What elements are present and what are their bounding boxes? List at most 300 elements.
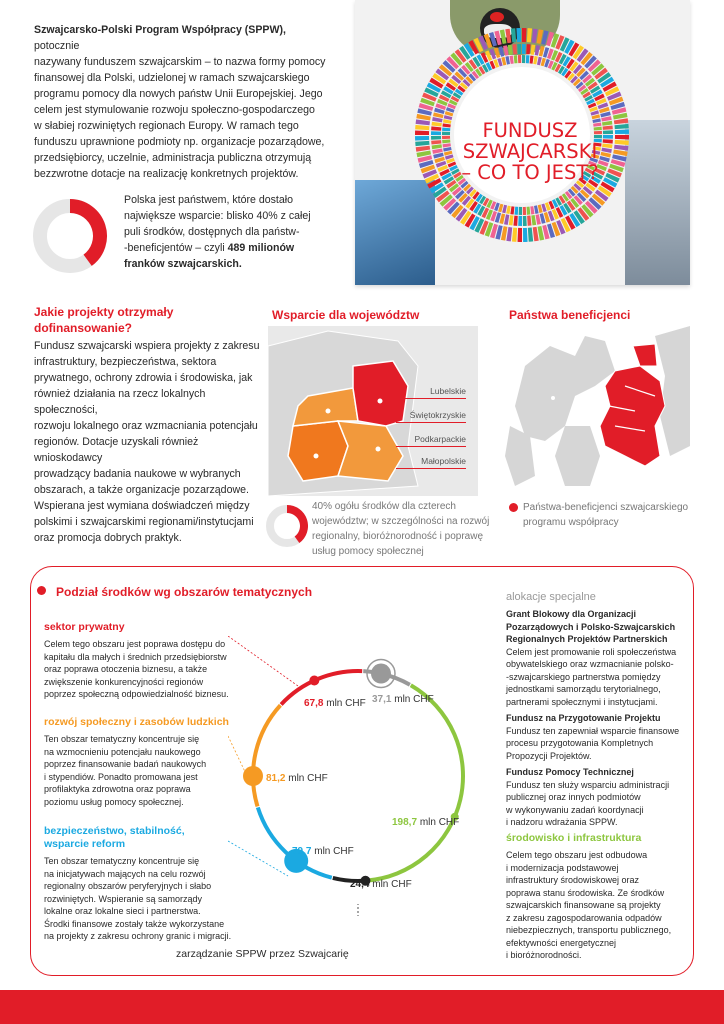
item-social-development: rozwój społeczny i zasobów ludzkich Ten obszar tematyczny koncentruje się na wzmocnieniu potencjału naukowego poprzez finansowanie badań naukowych i stypendiów. Ponadto promowana jest profilaktyka zdrowotna oraz poprawa poziomu usług pomocy społecznej. (44, 716, 229, 807)
hero-ring-segment (448, 152, 449, 155)
hero-ring-segment (569, 63, 572, 65)
hero-ring-segment (477, 72, 480, 74)
intro-lead: Szwajcarsko-Polski Program Współpracy (SPPW), (34, 24, 286, 36)
legend-dot-icon (509, 503, 518, 512)
hero-ring-segment (471, 63, 474, 65)
hero-ring-segment (563, 44, 567, 46)
hero-ring-segment (459, 55, 462, 58)
hero-ring-segment (488, 203, 491, 204)
hero-ring-segment (550, 204, 553, 205)
hero-ring-segment (605, 113, 606, 116)
hero-ring-segment (468, 49, 472, 51)
hero-ring-segment (496, 217, 499, 218)
hero-ring-segment (544, 52, 547, 53)
hero-ring-segment (437, 149, 438, 153)
item-private-sector: sektor prywatny Celem tego obszaru jest poprawa dostępu do kapitału dla małych i średnich przedsiębiorstw oraz poprawa otoczenia biznesu, a także zwiększenie konkurencyjności regionów poprzez społeczną odpowiedzialność biznesu. (44, 621, 229, 699)
hero-ring-segment (572, 48, 576, 50)
hero-ring-segment (590, 100, 591, 103)
hero-ring-segment (541, 218, 544, 219)
hero-ring-segment (496, 37, 500, 38)
hero-ring-segment (453, 186, 455, 189)
hero-ring-segment (477, 44, 481, 46)
region-label-lubelskie: Lubelskie (430, 386, 466, 396)
value-environment: 198,7 mln CHF (392, 817, 460, 828)
region-label-malopolskie: Małopolskie (421, 456, 466, 466)
hero-ring-segment (481, 199, 484, 201)
hero-ring-segment (472, 46, 476, 48)
hero-ring-segment (581, 54, 584, 57)
hero-ring-segment (602, 104, 603, 107)
hero-ring-segment (568, 222, 572, 224)
hero-ring-segment (427, 100, 428, 104)
hero-ring-segment (492, 230, 496, 231)
hero-ring-segment (605, 153, 606, 157)
hero-ring-segment (562, 209, 565, 211)
hero-ring-segment (478, 197, 481, 199)
hero-ring-segment (455, 78, 457, 81)
hero-ring-segment (600, 194, 603, 197)
hero-ring-segment (532, 36, 536, 37)
ring-marker (243, 766, 263, 786)
region-label-podkarpackie: Podkarpackie (414, 434, 466, 444)
hero-ring-segment (613, 94, 615, 98)
hero-ring-segment (426, 162, 427, 166)
hero-ring-segment (535, 50, 539, 51)
hero-ring-segment (606, 185, 608, 189)
hero-ring-segment (589, 186, 591, 189)
hero-ring-segment (446, 175, 448, 178)
hero-ring-segment (554, 214, 557, 215)
hero-ring-segment (615, 99, 616, 103)
hero-ring-segment (580, 71, 583, 73)
hero-ring-segment (583, 90, 585, 93)
hero-ring-segment (561, 199, 564, 201)
hero-ring-segment (601, 100, 602, 103)
hero-ring-segment (484, 68, 487, 70)
hero-ring-segment (500, 51, 503, 52)
hero-ring-segment (499, 208, 502, 209)
hero-ring-segment (447, 148, 448, 151)
hero-ring-segment (586, 209, 589, 212)
hero-ring-segment (466, 186, 468, 188)
hero-ring-segment (553, 40, 557, 41)
hero-ring-segment (560, 69, 563, 71)
hero-ring-segment (553, 66, 556, 67)
hero-ring-segment (475, 61, 478, 63)
hero-ring-segment (573, 65, 576, 67)
hero-ring-segment (577, 199, 580, 201)
hero-ring-segment (423, 115, 424, 119)
hero-ring-segment (438, 114, 439, 118)
hero-ring-segment (543, 37, 547, 38)
hero-ring-segment (596, 92, 598, 95)
hero-ring-segment (599, 96, 601, 99)
hero-ring-segment (492, 205, 495, 206)
hero-ring-segment (443, 97, 445, 100)
hero-ring-segment (507, 210, 510, 211)
hero-ring-segment (450, 109, 451, 112)
poland-share-arc (70, 206, 100, 260)
hero-ring-segment (581, 87, 583, 90)
hero-ring-segment (448, 203, 451, 206)
hero-ring-segment (549, 64, 552, 65)
voivodeship-share-donut (266, 505, 308, 547)
hero-ring-segment (468, 79, 470, 81)
hero-ring-segment (492, 216, 495, 217)
hero-ring-segment (444, 69, 447, 72)
hero-ring-segment (436, 186, 438, 190)
beneficiaries-heading: Państwa beneficjenci (509, 308, 631, 322)
hero-ring-segment (536, 219, 540, 220)
hero-ring-segment (545, 217, 548, 218)
ring-segment (253, 705, 280, 806)
hero-title: FUNDUSZ SZWAJCARSKI – CO TO JEST? (461, 119, 599, 184)
hero-ring-segment (453, 101, 454, 104)
hero-ring-segment (611, 90, 613, 94)
hero-ring-segment (540, 51, 544, 52)
hero-ring-segment (594, 88, 596, 91)
hero-ring-segment (476, 208, 479, 210)
hero-ring-segment (429, 95, 431, 99)
hero-ring-segment (481, 42, 485, 44)
hero-ring-segment (616, 166, 617, 170)
hero-ring-segment (501, 218, 505, 219)
hero-ring-segment (542, 62, 545, 63)
hero-ring-segment (448, 89, 450, 92)
hero-ring-segment (472, 205, 475, 207)
hero-ring-segment (564, 196, 567, 198)
hero-ring-segment (617, 161, 618, 165)
hero-ring-segment (538, 36, 542, 37)
hero-ring-segment (439, 158, 440, 161)
hero-ring-segment (583, 74, 585, 77)
hero-ring-segment (471, 76, 473, 78)
hero-ring-segment (583, 193, 585, 196)
hero-ring-segment (606, 81, 608, 85)
hero-ring-segment (465, 200, 468, 202)
hero-ring-segment (445, 199, 448, 202)
hero-ring-segment (466, 82, 468, 84)
projects-section: Jakie projekty otrzymały dofinansowanie? Fundusz szwajcarski wspiera projekty z zakresu infrastruktury, bezpieczeństwa, sektora prywatnego, ochrony zdrowia i środowiska, jak również działania na rzecz lokalnych społeczności, rozwoju lokalnego oraz wzmacniania potencjału regionów. Dotacje uzyskali również wnioskodawcy prowadzący badania naukowe w wybranych obszarach, a także organizacje pozarządowe. Wspierana jest wymiana doświadczeń między polskimi i szwajcarskimi regionami/instytucjami oraz promocja dobrych praktyk. (34, 305, 260, 544)
hero-ring-segment (468, 66, 471, 68)
hero-ring-segment (464, 217, 467, 219)
hero-ring-segment (567, 74, 570, 76)
hero-ring-segment (561, 58, 564, 60)
hero-ring-segment (549, 215, 552, 216)
hero-ring-segment (504, 50, 508, 51)
hero-ring-segment (439, 109, 440, 112)
beneficiaries-legend: Państwa-beneficjenci szwajcarskiego programu współpracy (509, 500, 709, 530)
hero-ring-segment (497, 232, 501, 233)
hero-ring-segment (578, 84, 580, 86)
hero-ring-segment (431, 177, 433, 181)
hero-ring-segment (450, 159, 451, 162)
item-environment: środowisko i infrastruktura Celem tego obszaru jest odbudowa i modernizacja podstawowej infrastruktury środowiskowej oraz poprawa stanu środowiska. Ze środków szwajcarskich finansowane są projekty z zakresu zagospodarowania odpadów niebezpiecznych, transportu publicznego, efektywności energetycznej i bioróżnorodności. (506, 832, 672, 960)
hero-ring-segment (491, 64, 494, 65)
hero-ring-segment (452, 206, 455, 209)
hero-ring-segment (451, 105, 452, 108)
hero-ring-segment (472, 192, 474, 194)
hero-ring-segment (621, 119, 622, 123)
intro-paragraph: Szwajcarsko-Polski Program Współpracy (SPPW), potocznie nazywany funduszem szwajcarskim – to nazwa formy pomocy finansowej dla Polski, udzielonej w ramach szwajcarskiego programu pomocy dla nowych państw Unii Europejskiej. Jego celem jest stymulowanie rozwoju społeczno-gospodarczego w słabiej rozwiniętych regionach Europy. W ramach tego funduszu uprawnione podmioty np. organizacje pozarządowe, przedsiębiorcy, uczelnie, administracja publiczna otrzymują bezzwrotne dotacje na realizację konkretnych projektów. (34, 24, 326, 180)
hero-ring-segment (451, 163, 452, 166)
hero-ring-segment (559, 226, 563, 228)
hero-ring-segment (604, 108, 605, 111)
footer-bar (0, 990, 724, 1024)
hero-ring-segment (433, 86, 435, 90)
hero-ring-segment (450, 85, 452, 88)
hero-ring-segment (546, 206, 549, 207)
hero-ring-segment (447, 120, 448, 123)
hero-ring-segment (567, 46, 571, 48)
hero-ring-segment (609, 85, 611, 89)
hero-ring-segment (442, 101, 443, 104)
hero-ring-segment (463, 52, 466, 54)
hero-ring-segment (617, 104, 618, 108)
hero-ring-segment (451, 61, 454, 64)
hero-ring-segment (423, 152, 424, 156)
hero-ring-segment (620, 114, 621, 118)
hero-ring-segment (495, 52, 498, 53)
hero-ring-segment (573, 189, 575, 191)
hero-ring-segment (469, 189, 471, 191)
hero-ring-segment (580, 196, 583, 198)
hero-ring-segment (554, 203, 557, 204)
hero-ring-segment (570, 76, 572, 78)
hero-ring-segment (596, 68, 599, 71)
hero-ring-segment (460, 213, 463, 216)
hero-ring-segment (539, 208, 542, 209)
hero-ring-segment (502, 61, 505, 62)
heading-dot (37, 586, 46, 595)
hero-ring-segment (458, 91, 460, 94)
hero-ring-segment (468, 219, 472, 221)
hero-ring-segment (620, 151, 621, 155)
hero-ring-segment (549, 230, 553, 231)
hero-ring-segment (491, 53, 494, 54)
hero-ring-segment (557, 67, 560, 69)
hero-ring-segment (487, 66, 490, 67)
hero-ring-segment (553, 55, 556, 56)
hero-ring-segment (563, 71, 566, 73)
hero-ring-segment (597, 198, 600, 201)
poland-share-donut (30, 196, 110, 276)
hero-ring-segment (496, 206, 499, 207)
hero-ring-segment (587, 189, 589, 192)
hero-ring-segment (570, 191, 572, 193)
hero-ring-segment (576, 186, 578, 188)
hero-panel (355, 0, 690, 285)
hero-ring-segment (461, 88, 463, 91)
management-label: zarządzanie SPPW przez Szwajcarię (176, 948, 349, 960)
hero-ring-segment (456, 210, 459, 213)
hero-ring-segment (594, 112, 595, 115)
hero-ring-segment (554, 228, 558, 229)
hero-ring-segment (548, 38, 552, 39)
hero-ring-segment (499, 62, 502, 63)
hero-ring-segment (558, 212, 561, 214)
hero-ring-segment (564, 224, 568, 226)
ring-marker (371, 664, 391, 684)
photo-doctor (625, 120, 690, 285)
poland-amount: 489 milionów (227, 242, 295, 254)
hero-ring-segment (535, 209, 538, 210)
hero-ring-segment (439, 190, 441, 193)
hero-ring-segment (480, 210, 483, 212)
hero-ring-segment (488, 214, 491, 215)
ring-segment (365, 685, 463, 880)
hero-ring-segment (505, 219, 509, 220)
special-allocations: alokacje specjalne Grant Blokowy dla Organizacji Pozarządowych i Polsko-Szwajcarskich Regionalnych Projektów Partnerskich Celem jest promowanie roli społeczeństwa obywatelskiego oraz wzmacnianie polsko- -szwajcarskiego partnerstwa pomiędzy jednostkami samorządu terytorialnego, partnerami społecznymi i instytucjami. Fundusz na Przygotowanie Projektu Fundusz ten zapewniał wsparcie finansowe procesu przygotowania Kompletnych Propozycji Projektów. Fundusz Pomocy Technicznej Fundusz ten służy wsparciu administracji publicznej oraz innych podmiotów w wykonywaniu zadań koordynacji i nadzoru wdrażania SPPW. (506, 591, 680, 827)
hero-ring-segment (557, 56, 560, 58)
hero-ring-segment (545, 63, 548, 64)
hero-ring-segment (435, 81, 437, 85)
hero-ring-segment (463, 85, 465, 87)
hero-ring-segment (573, 202, 576, 204)
value-social: 81,2 mln CHF (266, 773, 328, 784)
hero-ring-segment (557, 201, 560, 203)
hero-ring-segment (438, 77, 440, 80)
hero-ring-segment (614, 171, 616, 175)
hero-ring-segment (606, 117, 607, 121)
hero-ring-segment (576, 81, 578, 83)
hero-ring-segment (506, 36, 510, 37)
hero-ring-segment (474, 74, 477, 76)
hero-ring-segment (590, 206, 593, 209)
hero-ring-segment (458, 75, 460, 78)
hero-ring-segment (425, 105, 426, 109)
hero-ring-segment (567, 194, 570, 196)
hero-ring-segment (604, 189, 606, 192)
hero-ring-segment (595, 115, 596, 118)
hero-ring-segment (455, 58, 458, 61)
hero-ring-segment (461, 72, 464, 74)
hero-ring-segment (538, 61, 541, 62)
hero-ring-segment (542, 207, 545, 208)
thematic-heading: Podział środków wg obszarów tematycznych (56, 585, 313, 599)
hero-ring-segment (484, 212, 487, 214)
hero-ring-segment (473, 222, 477, 224)
hero-ring-segment (588, 97, 590, 100)
hero-ring-segment (619, 156, 620, 160)
hero-ring-segment (586, 77, 588, 80)
hero-ring-segment (593, 202, 596, 205)
hero-ring-segment (558, 42, 562, 44)
hero-ring-segment (444, 171, 446, 174)
hero-ring-segment (423, 120, 424, 124)
hero-ring-segment (486, 40, 490, 41)
value-management: 24,4 mln CHF (350, 879, 412, 890)
hero-ring-segment (565, 61, 568, 63)
hero-ring-segment (452, 82, 454, 85)
hero-ring-segment (549, 53, 552, 54)
hero-ring-segment (482, 227, 486, 229)
hero-ring-segment (442, 195, 445, 198)
hero-ring-segment (469, 202, 472, 204)
hero-ring-segment (448, 116, 449, 119)
hero-ring-segment (621, 145, 622, 149)
hero-ring-segment (576, 51, 579, 53)
value-special: 37,1 mln CHF (372, 694, 434, 705)
hero-ring-segment (573, 79, 575, 81)
hero-ring-segment (487, 55, 490, 56)
voivodeship-caption: 40% ogółu środków dla czterech województw; w szczególności na rozwój regionalny, bioróżnorodność i poprawę usług pomocy społecznej (312, 501, 490, 557)
hero-ring-segment (423, 146, 424, 150)
hero-ring-segment (589, 61, 592, 64)
hero-ring-segment (440, 162, 441, 165)
hero-ring-segment (433, 181, 435, 185)
hero-ring-segment (449, 112, 450, 115)
hero-ring-segment (427, 167, 428, 171)
hero-ring-segment (424, 157, 425, 161)
hero-ring-segment (573, 219, 577, 221)
hero-ring-segment (603, 76, 605, 79)
value-private: 67,8 mln CHF (304, 698, 366, 709)
hero-ring-segment (570, 205, 573, 207)
hero-ring-segment (592, 84, 594, 87)
region-label-swietokrzyskie: Świętokrzyskie (409, 410, 466, 420)
hero-ring-segment (438, 154, 439, 157)
hero-ring-segment (449, 155, 450, 158)
hero-ring-segment (495, 63, 498, 64)
hero-ring-segment (501, 36, 505, 37)
hero-ring-segment (539, 233, 543, 234)
hero-ring-segment (456, 94, 458, 97)
hero-ring-segment (586, 94, 588, 97)
hero-ring-segment (619, 109, 620, 113)
ring-marker (309, 676, 319, 686)
hero-ring-segment (506, 60, 509, 61)
hero-ring-segment (491, 39, 495, 40)
hero-ring-segment (445, 93, 447, 96)
hero-ring-segment (456, 190, 458, 193)
hero-ring-segment (481, 70, 484, 72)
hero-ring-segment (479, 59, 482, 61)
hero-ring-segment (483, 57, 486, 59)
hero-ring-segment (534, 60, 537, 61)
hero-ring-segment (431, 91, 433, 95)
hero-ring-segment (429, 172, 431, 176)
hero-ring-segment (609, 180, 611, 184)
hero-ring-segment (507, 234, 511, 235)
hero-ring-segment (441, 73, 444, 76)
hero-ring-segment (593, 64, 596, 67)
hero-ring-segment (582, 213, 585, 216)
hero-ring-segment (591, 104, 592, 107)
hero-ring-segment (424, 110, 425, 114)
hero-ring-segment (440, 105, 441, 108)
hero-ring-segment (454, 98, 456, 101)
hero-ring-segment (544, 232, 548, 233)
hero-ring-segment (502, 233, 506, 234)
hero-ring-segment (612, 176, 614, 180)
hero-ring-segment (485, 201, 488, 203)
hero-ring-segment (577, 216, 580, 218)
hero-ring-segment (459, 193, 461, 196)
hero-ring-segment (442, 167, 443, 170)
value-security: 79,7 mln CHF (292, 846, 354, 857)
europe-map (505, 326, 690, 491)
hero-ring-segment (503, 209, 506, 210)
hero-ring-segment (437, 118, 438, 122)
hero-ring-segment (606, 148, 607, 152)
hero-ring-segment (589, 81, 591, 84)
poland-share-text: Polska jest państwem, które dostało największe wsparcie: blisko 40% z całej puli środków, dostępnych dla państw- -beneficjentów – czyli 489 milionów franków szwajcarskich. (124, 194, 311, 270)
hero-ring-segment (533, 234, 537, 235)
hero-ring-segment (478, 225, 482, 227)
item-security: bezpieczeństwo, stabilność, wsparcie reform Ten obszar tematyczny koncentruje się na inicjatywach mających na celu rozwój regionalny obszarów peryferyjnych i słabo rozwiniętych. Wspieranie są samorządy lokalne oraz lokalne sieci i partnerstwa. Środki finansowe zostały także wykorzystane na projekty z zakresu ochrony granic i migracji. (44, 825, 232, 941)
voivodeships-heading: Wsparcie dla województw (272, 308, 420, 322)
